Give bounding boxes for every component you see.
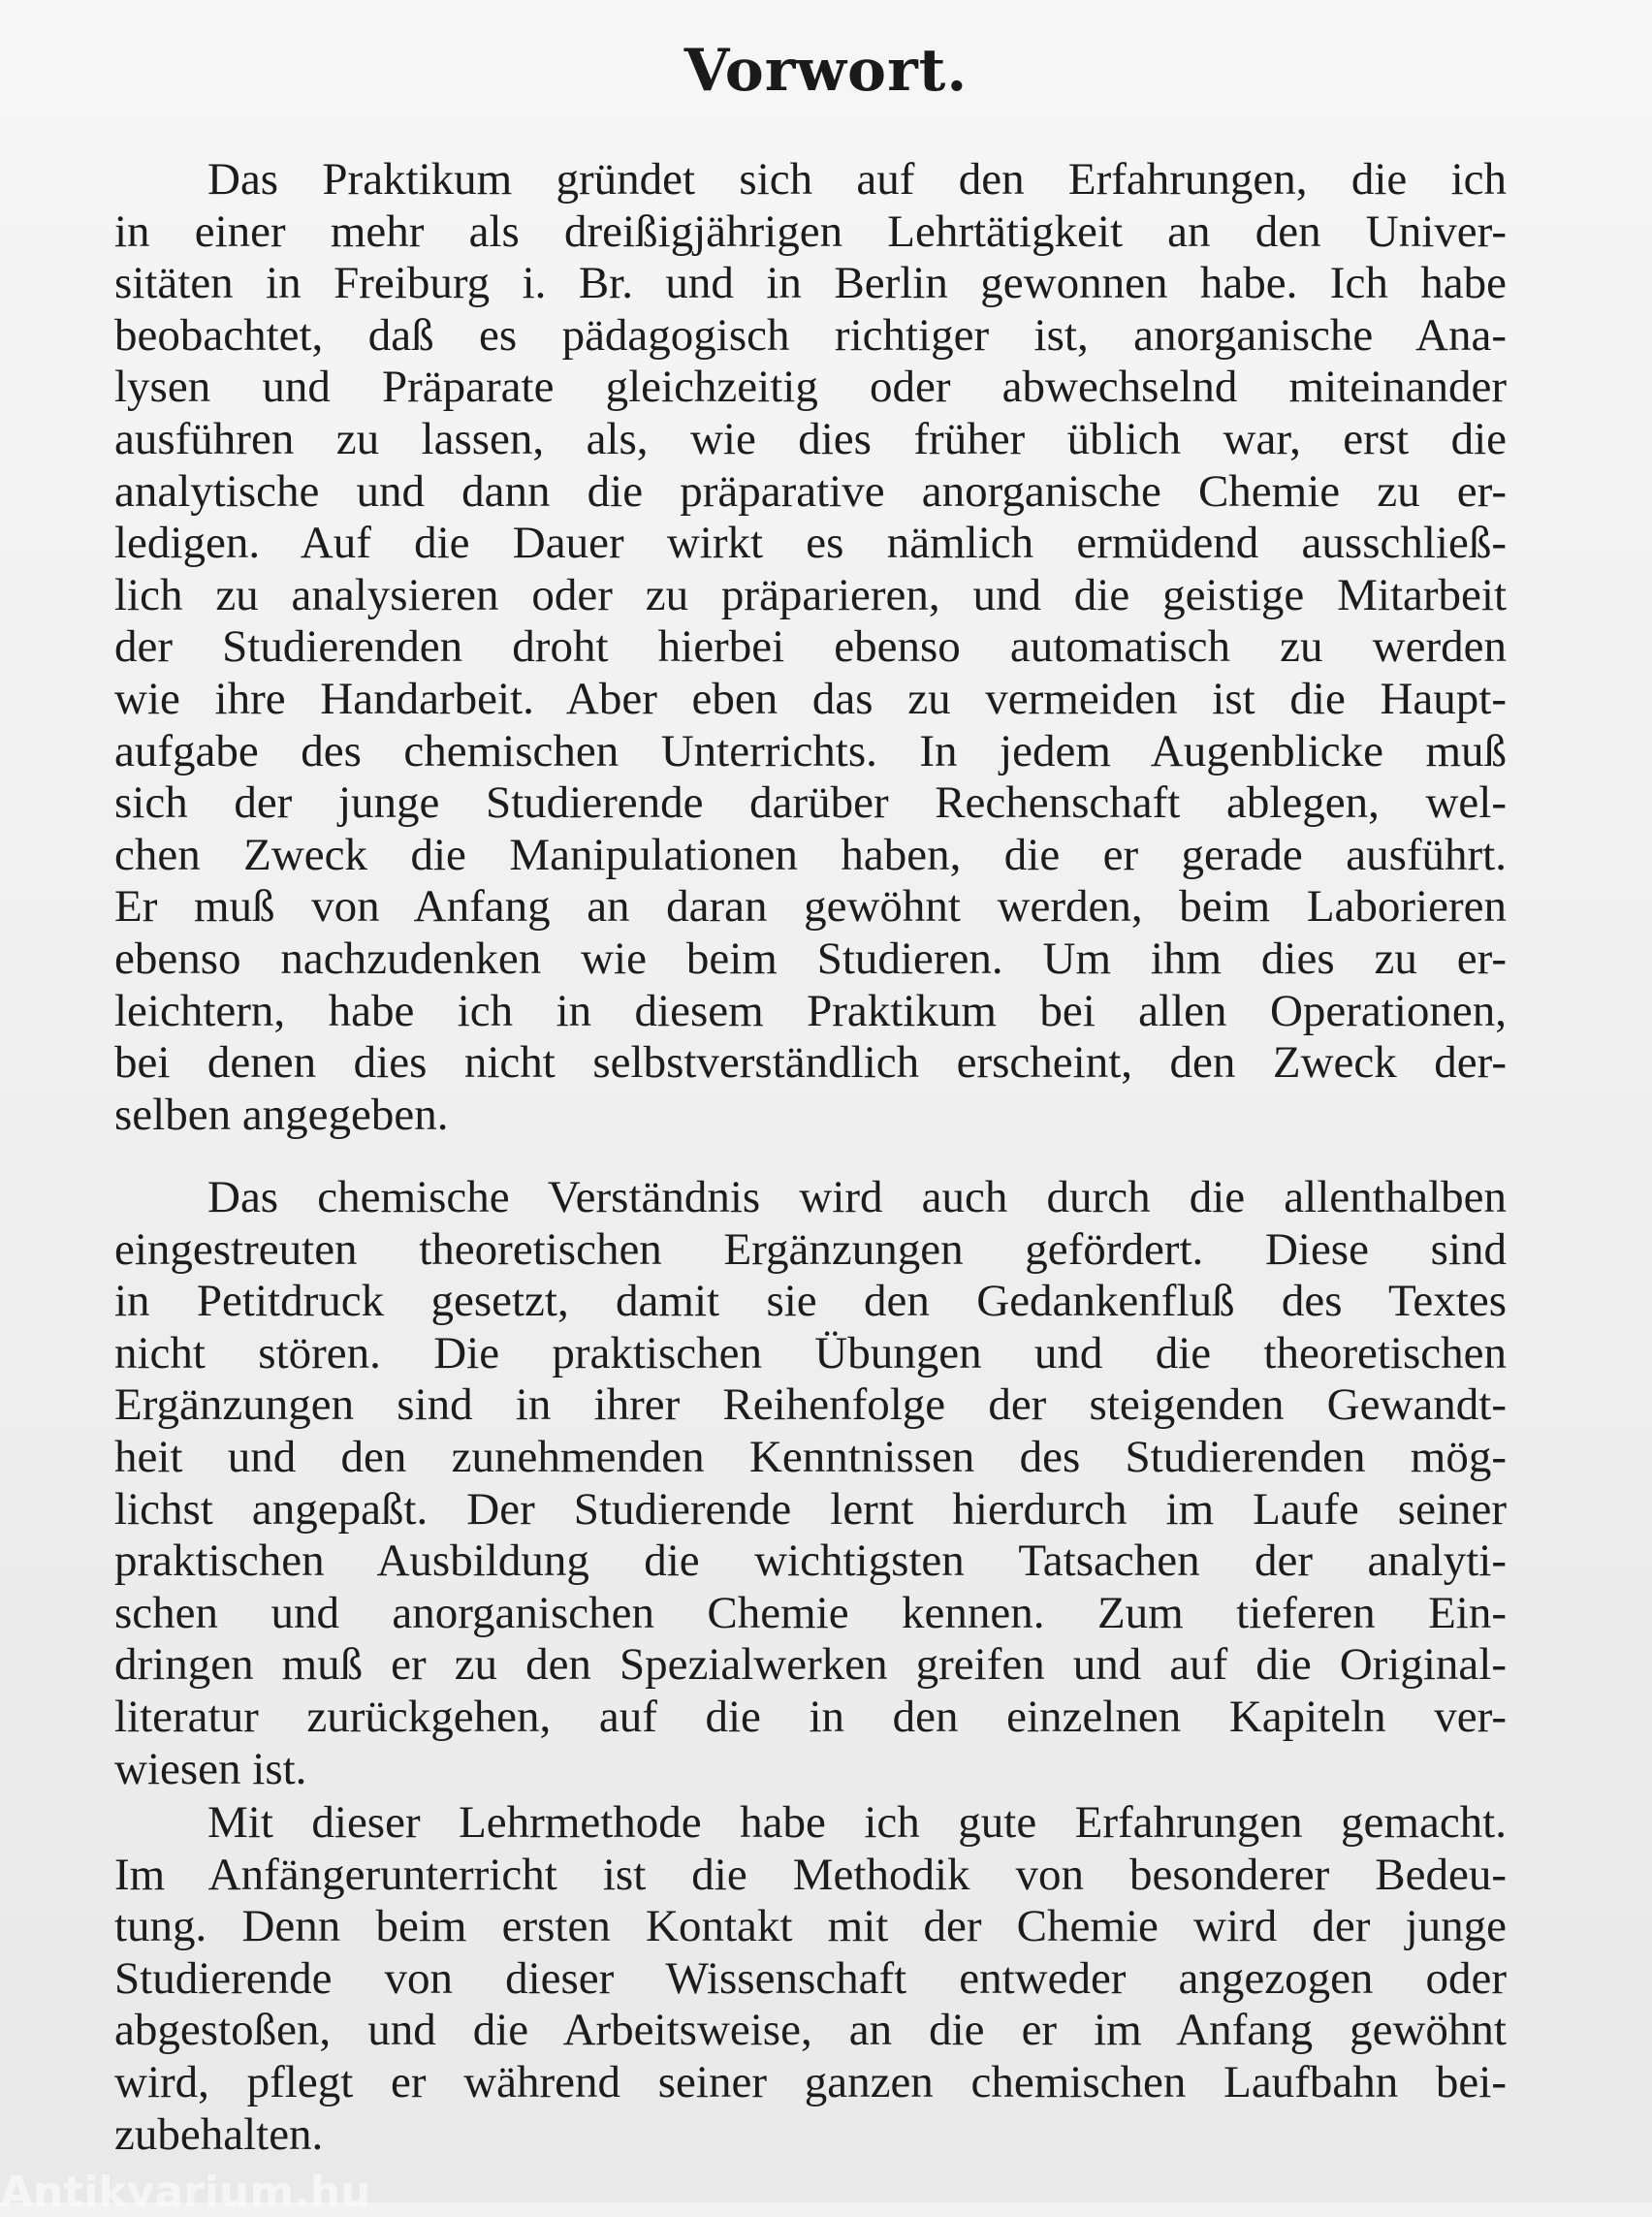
text-line: bei denen dies nicht selbstverständlich erscheint, den Zweck der- <box>114 1037 1507 1088</box>
text-line: praktischen Ausbildung die wichtigsten Tatsachen der analyti- <box>114 1536 1507 1586</box>
text-line: tung. Denn beim ersten Kontakt mit der Chemie wird der junge <box>114 1901 1507 1951</box>
text-line: leichtern, habe ich in diesem Praktikum bei allen Operationen, <box>114 986 1507 1036</box>
text-line: ledigen. Auf die Dauer wirkt es nämlich ermüdend ausschließ- <box>114 518 1507 568</box>
text-line: nicht stören. Die praktischen Übungen und die theoretischen <box>114 1328 1507 1378</box>
text-line: in Petitdruck gesetzt, damit sie den Gedankenfluß des Textes <box>114 1276 1507 1326</box>
text-line: beobachtet, daß es pädagogisch richtiger ist, anorganische Ana- <box>114 310 1507 361</box>
text-line: sich der junge Studierende darüber Rechenschaft ablegen, wel- <box>114 777 1507 828</box>
text-line: Das chemische Verständnis wird auch durch die allenthalben <box>207 1172 1507 1222</box>
text-line: zubehalten. <box>114 2109 324 2160</box>
text-line: sitäten in Freiburg i. Br. und in Berlin gewonnen habe. Ich habe <box>114 258 1507 308</box>
text-line: analytische und dann die präparative anorganische Chemie zu er- <box>114 466 1507 517</box>
text-line: lysen und Präparate gleichzeitig oder abwechselnd miteinander <box>114 362 1507 412</box>
page-title: Vorwort. <box>683 37 969 105</box>
text-line: Ergänzungen sind in ihrer Reihenfolge der steigenden Gewandt- <box>114 1379 1507 1430</box>
text-line: Studierende von dieser Wissenschaft entweder angezogen oder <box>114 1953 1507 2004</box>
text-line: der Studierenden droht hierbei ebenso automatisch zu werden <box>114 621 1507 672</box>
text-line: in einer mehr als dreißigjährigen Lehrtätigkeit an den Univer- <box>114 206 1507 257</box>
text-line: heit und den zunehmenden Kenntnissen des Studierenden mög- <box>114 1432 1507 1482</box>
text-line: literatur zurückgehen, auf die in den einzelnen Kapiteln ver- <box>114 1692 1507 1742</box>
text-line: eingestreuten theoretischen Ergänzungen gefördert. Diese sind <box>114 1224 1507 1275</box>
text-line: Im Anfängerunterricht ist die Methodik von besonderer Bedeu- <box>114 1850 1507 1900</box>
text-line: wird, pflegt er während seiner ganzen chemischen Laufbahn bei- <box>114 2057 1507 2107</box>
text-line: chen Zweck die Manipulationen haben, die er gerade ausführt. <box>114 830 1507 880</box>
text-line: schen und anorganischen Chemie kennen. Zum tieferen Ein- <box>114 1588 1507 1638</box>
text-line: lichst angepaßt. Der Studierende lernt hierdurch im Laufe seiner <box>114 1484 1507 1535</box>
text-line: lich zu analysieren oder zu präparieren, und die geistige Mitarbeit <box>114 570 1507 620</box>
text-line: ausführen zu lassen, als, wie dies früher üblich war, erst die <box>114 414 1507 464</box>
text-line: Er muß von Anfang an daran gewöhnt werden, beim Laborieren <box>114 881 1507 932</box>
text-line: selben angegeben. <box>114 1090 449 1140</box>
text-line: Das Praktikum gründet sich auf den Erfahrungen, die ich <box>207 154 1507 205</box>
text-line: wie ihre Handarbeit. Aber eben das zu vermeiden ist die Haupt- <box>114 674 1507 724</box>
text-line: ebenso nachzudenken wie beim Studieren. Um ihm dies zu er- <box>114 934 1507 984</box>
watermark: Antikvarium.hu <box>0 2168 371 2217</box>
text-line: Mit dieser Lehrmethode habe ich gute Erfahrungen gemacht. <box>207 1797 1507 1848</box>
text-line: aufgabe des chemischen Unterrichts. In jedem Augenblicke muß <box>114 726 1507 776</box>
text-line: dringen muß er zu den Spezialwerken greifen und auf die Original- <box>114 1639 1507 1690</box>
text-line: wiesen ist. <box>114 1744 307 1794</box>
text-line: abgestoßen, und die Arbeitsweise, an die er im Anfang gewöhnt <box>114 2005 1507 2055</box>
